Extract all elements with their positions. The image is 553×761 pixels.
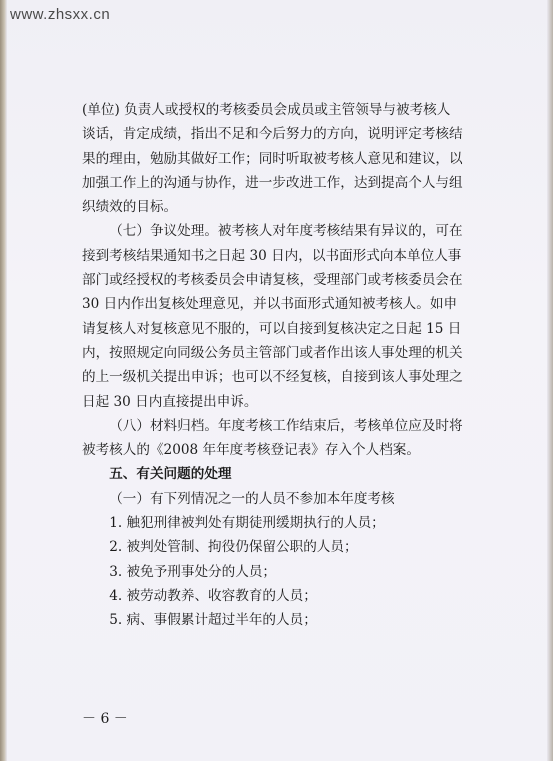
page-number: － 6 －: [82, 711, 128, 727]
paragraph-dispute: [82, 219, 482, 413]
scan-edge-right: [547, 0, 553, 761]
list-item: 5. 病、事假累计超过半年的人员；: [109, 612, 317, 629]
text-line: 接到考核结果通知书之日起 30 日内，以书面形式向本单位人事: [82, 247, 462, 264]
paragraph-archive: [82, 414, 482, 463]
text-line: 被考核人的《2008 年年度考核登记表》存入个人档案。: [82, 442, 420, 459]
text-line: 谈话，肯定成绩，指出不足和今后努力的方向，说明评定考核结: [82, 126, 463, 143]
site-watermark: www.zhsxx.cn: [10, 6, 111, 23]
document-body: [82, 98, 482, 633]
list-item: 4. 被劳动教养、收容教育的人员；: [109, 587, 317, 604]
text-line: 织绩效的目标。: [82, 199, 178, 216]
text-line: 的上一级机关提出申诉；也可以不经复核，自接到该人事处理之: [82, 369, 463, 386]
scan-edge-left: [0, 0, 7, 761]
section-heading: 五、有关问题的处理: [109, 466, 232, 483]
text-line: (单位) 负责人或授权的考核委员会成员或主管领导与被考核人: [82, 102, 451, 118]
list-item: 3. 被免予刑事处分的人员；: [109, 563, 277, 580]
subsection-title: （一）有下列情况之一的人员不参加本年度考核: [109, 490, 395, 507]
text-line: 日起 30 日内直接提出申诉。: [82, 393, 258, 410]
paragraph-talk: [82, 98, 482, 219]
list-item: 2. 被判处管制、拘役仍保留公职的人员；: [109, 539, 358, 556]
text-line: 加强工作上的沟通与协作，进一步改进工作，达到提高个人与组: [82, 174, 463, 191]
text-line: 内，按照规定向同级公务员主管部门或者作出该人事处理的机关: [82, 344, 463, 361]
list-item: 1. 触犯刑律被判处有期徒刑缓期执行的人员；: [109, 515, 385, 532]
text-line: 30 日内作出复核处理意见，并以书面形式通知被考核人。如申: [82, 296, 458, 313]
text-line: （八）材料归档。年度考核工作结束后，考核单位应及时将: [109, 417, 463, 434]
text-line: 果的理由，勉励其做好工作；同时听取被考核人意见和建议，以: [82, 150, 463, 167]
text-line: 部门或经授权的考核委员会申请复核，受理部门或考核委员会在: [82, 272, 463, 289]
text-line: （七）争议处理。被考核人对年度考核结果有异议的，可在: [109, 223, 463, 240]
text-line: 请复核人对复核意见不服的，可以自接到复核决定之日起 15 日: [82, 320, 462, 337]
